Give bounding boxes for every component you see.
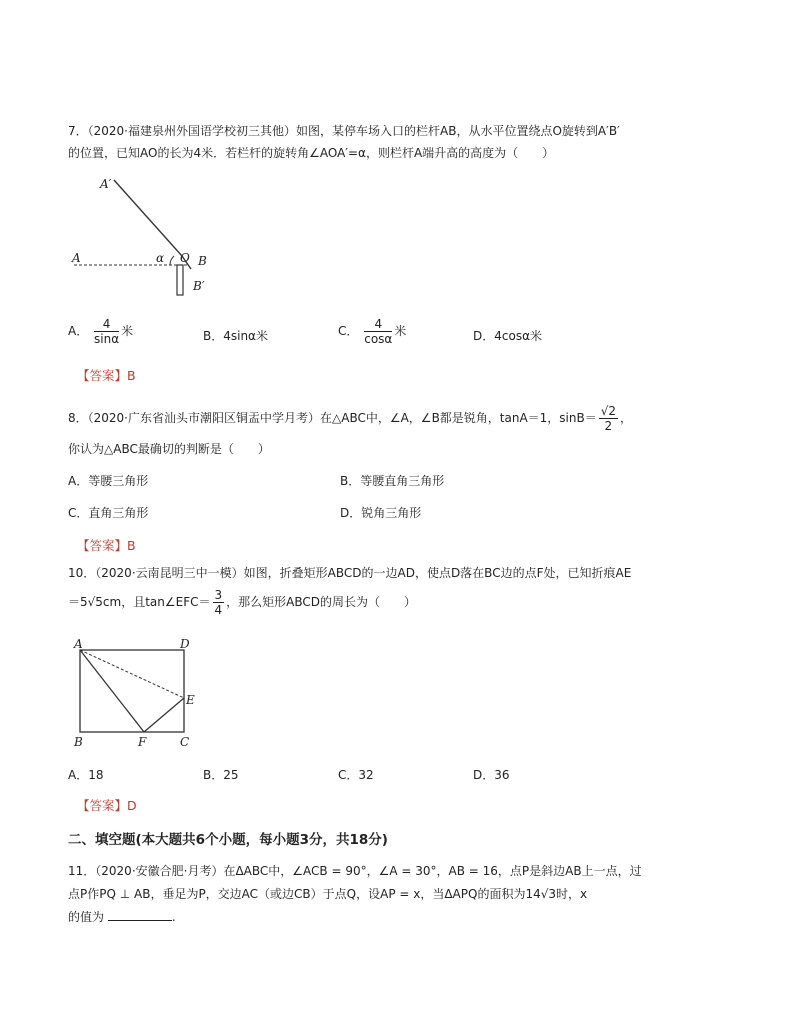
q8-option-a: A．等腰三角形 xyxy=(68,474,149,488)
q11-line3: 的值为 . xyxy=(68,910,176,924)
label-a: A xyxy=(72,251,81,265)
q7-line2: 的位置，已知AO的长为4米．若栏杆的旋转角∠AOA′=α，则栏杆A端升高的高度为（ ） xyxy=(68,146,555,160)
q10-option-a: A．18 xyxy=(68,768,104,782)
q11-text-1: 在ΔABC中，∠ACB = 90°，∠A = 30°，AB = 16，点P是斜边AB上一点，过 xyxy=(223,864,642,878)
q10-option-d: D．36 xyxy=(473,768,510,782)
q10-number: 10． xyxy=(68,566,96,580)
q7-answer: 【答案】B xyxy=(77,368,136,383)
q7-option-c-fraction: $\frac{4}{\cos\alpha}$ xyxy=(364,317,393,346)
label-f: F xyxy=(138,735,147,749)
q10-source: （2020·云南昆明三中一模） xyxy=(95,566,244,580)
label-e: E xyxy=(186,693,195,707)
label-a: A xyxy=(74,637,83,651)
q7-option-c: C． $\frac{4}{\cos\alpha}$ 米 xyxy=(338,317,407,346)
q7-option-a-fraction: $\frac{4}{\sin\alpha}$ xyxy=(94,317,120,346)
segment-fe xyxy=(144,698,184,732)
q10-fraction: $\frac{3}{4}$ xyxy=(214,588,223,617)
q11-source: （2020·安徽合肥·月考） xyxy=(95,864,224,878)
q10-option-c: C．32 xyxy=(338,768,374,782)
q7-number: 7． xyxy=(68,124,88,138)
q7-source: （2020·福建泉州外国语学校初三其他） xyxy=(87,124,296,138)
q8-option-d: D．锐角三角形 xyxy=(340,506,422,520)
label-a-prime: A′ xyxy=(100,177,112,191)
q10-option-b: B．25 xyxy=(203,768,239,782)
q7-text-1: 如图，某停车场入口的栏杆AB，从水平位置绕点O旋转到A′B′ xyxy=(296,124,620,138)
label-b: B xyxy=(198,254,207,268)
section-2-heading: 二、填空题(本大题共6个小题，每小题3分，共18分) xyxy=(68,832,388,848)
label-alpha: α xyxy=(156,251,165,265)
label-b-prime: B′ xyxy=(193,279,205,293)
q8-source: （2020·广东省汕头市潮阳区铜盂中学月考） xyxy=(87,411,320,425)
q10-answer: 【答案】D xyxy=(77,798,137,813)
label-d: D xyxy=(180,637,190,651)
barrier-a-prime-o xyxy=(114,180,182,256)
label-c: C xyxy=(180,735,190,749)
q10-figure xyxy=(68,636,208,752)
q7-option-d: D．4cosα米 xyxy=(473,329,542,343)
q7-option-a: A． $\frac{4}{\sin\alpha}$ 米 xyxy=(68,317,134,346)
post xyxy=(177,265,183,295)
segment-ae-dashed xyxy=(80,650,184,698)
q11-number: 11． xyxy=(68,864,96,878)
q8-fraction: $\frac{√2}{2}$ xyxy=(600,404,617,433)
q10-line1 xyxy=(68,562,631,584)
q7-option-b: B．4sinα米 xyxy=(203,329,268,343)
q8-number: 8． xyxy=(68,411,88,425)
q8-option-b: B．等腰直角三角形 xyxy=(340,474,445,488)
q8-option-c: C．直角三角形 xyxy=(68,506,149,520)
label-o: O xyxy=(180,251,190,265)
angle-arc xyxy=(170,256,174,265)
q11-line1 xyxy=(68,860,642,882)
q8-answer: 【答案】B xyxy=(77,538,136,553)
label-b: B xyxy=(74,735,83,749)
q11-answer-blank[interactable] xyxy=(108,908,172,921)
q8-line1: 8．（2020·广东省汕头市潮阳区铜盂中学月考）在△ABC中，∠A，∠B都是锐角，tanA＝1，sinB＝ $\frac{√2}{2}$ ， xyxy=(68,404,633,433)
q8-text-1: 在△ABC中，∠A，∠B都是锐角，tanA＝1，sinB＝ xyxy=(320,411,597,425)
q11-line2: 点P作PQ ⊥ AB，垂足为P，交边AC（或边CB）于点Q，设AP = x，当ΔAPQ的面积为14√3时，x xyxy=(68,887,588,901)
q10-line2: ＝5√5cm，且tan∠EFC＝ $\frac{3}{4}$ ，那么矩形ABCD的周长为（ ） xyxy=(68,588,416,617)
q7-figure xyxy=(66,172,226,302)
q10-text-1: 如图，折叠矩形ABCD的一边AD，使点D落在BC边的点F处，已知折痕AE xyxy=(243,566,632,580)
segment-af xyxy=(80,650,144,732)
q7-line1 xyxy=(68,120,620,142)
q8-line2: 你认为△ABC最确切的判断是（ ） xyxy=(68,442,270,456)
